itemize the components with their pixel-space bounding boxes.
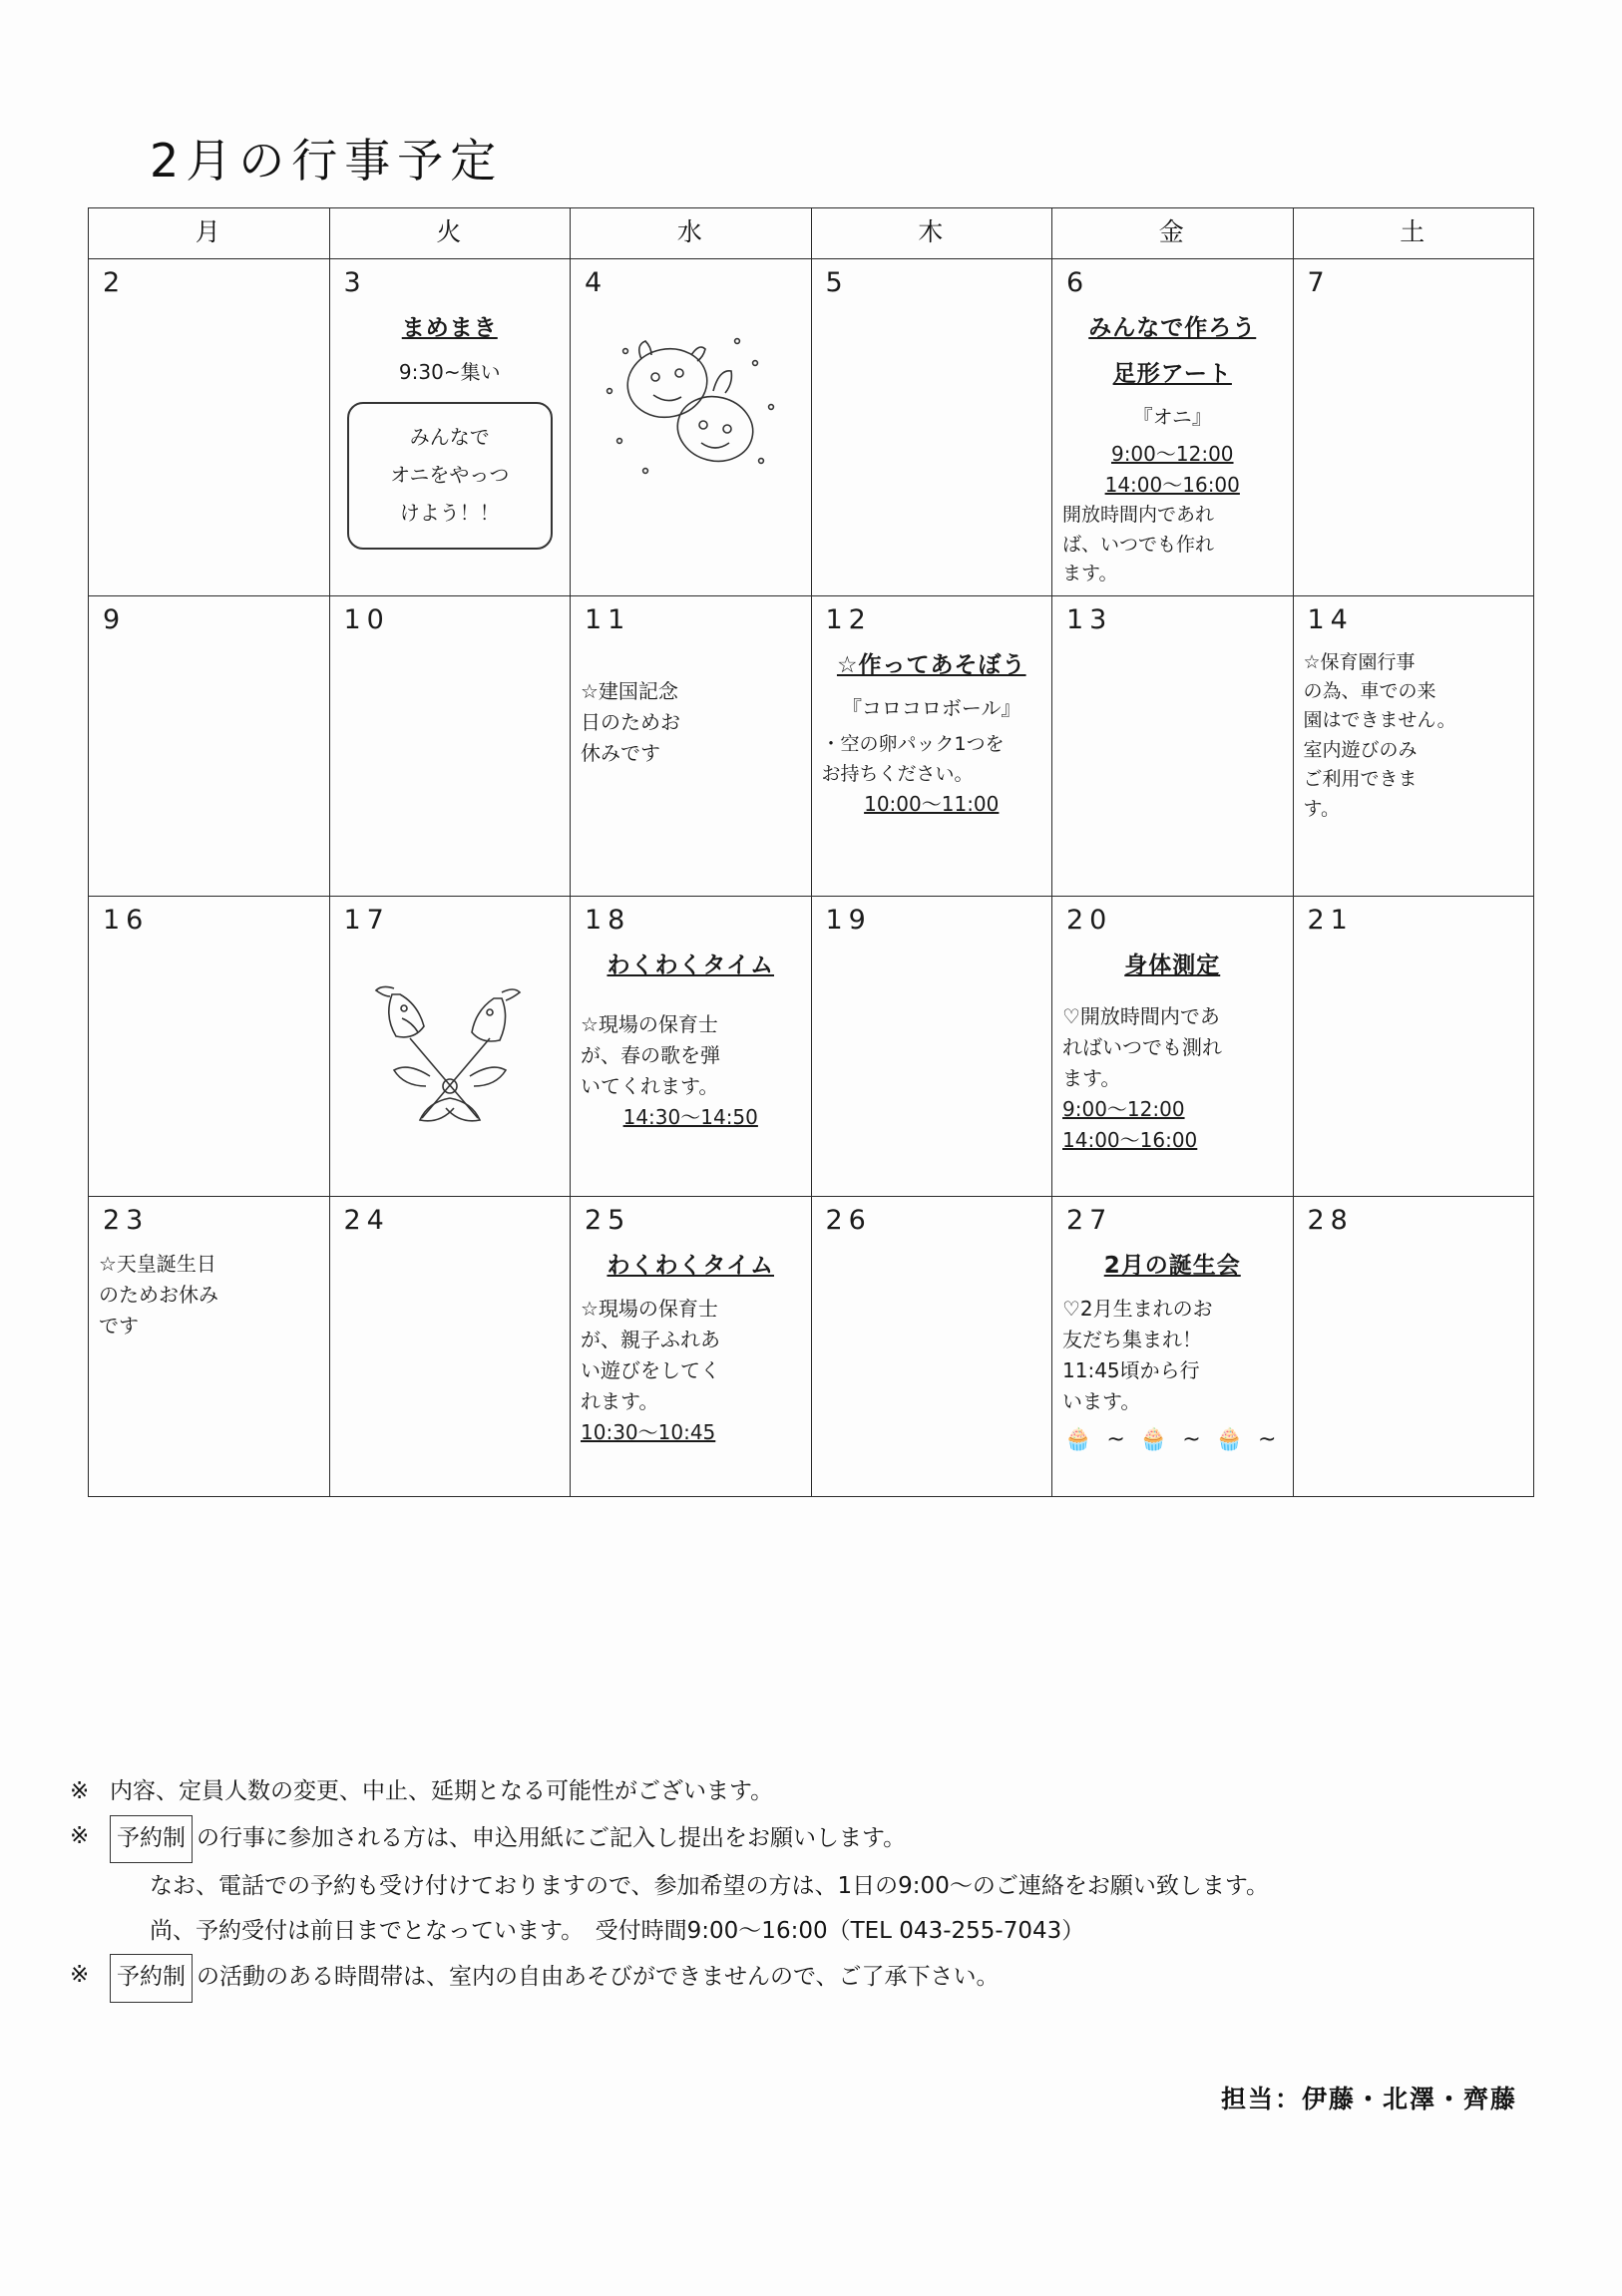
event-heading-2: 足形アート	[1112, 360, 1232, 387]
event-body-line: ればいつでも測れ	[1062, 1035, 1222, 1060]
footnote-row	[70, 1910, 1566, 1953]
weekday-header-sat: 土	[1293, 208, 1534, 259]
note-text	[110, 1954, 1566, 2003]
day-number: 4	[585, 267, 608, 298]
weekday-header-tue: 火	[329, 208, 571, 259]
calendar-cell	[1052, 1196, 1294, 1496]
day-number: 11	[585, 603, 631, 635]
calendar-cell	[329, 595, 571, 896]
calendar-week-row	[89, 595, 1534, 896]
event-heading: わくわくタイム	[607, 952, 775, 978]
event-body	[1062, 501, 1283, 588]
calendar-cell	[571, 896, 812, 1196]
event-heading: まめまき	[401, 315, 498, 341]
event-heading: 身体測定	[1124, 952, 1221, 978]
note-text: 尚、予約受付は前日までとなっています。 受付時間9:00～16:00（TEL 043-255-7043）	[150, 1917, 1085, 1944]
day-number: 12	[825, 603, 872, 635]
calendar-cell	[811, 1196, 1052, 1496]
calendar-cell	[329, 1196, 571, 1496]
day-number: 6	[1066, 267, 1090, 298]
event-body-line: ☆現場の保育士	[581, 1012, 718, 1037]
calendar-cell	[1293, 259, 1534, 596]
event-body	[581, 1294, 801, 1448]
calendar-week-row	[89, 259, 1534, 596]
footnote-row	[70, 1815, 1566, 1864]
event-body	[822, 730, 1042, 789]
event-body	[581, 1009, 801, 1102]
footnote-row	[70, 1954, 1566, 2003]
event-heading: みんなで作ろう	[1088, 315, 1257, 341]
footnote-row	[70, 1865, 1566, 1908]
event-body-line: が、春の歌を弾	[581, 1043, 720, 1068]
event-body-line: ♡開放時間内であ	[1062, 1004, 1220, 1029]
event-body-line: 友だち集まれ！	[1062, 1328, 1202, 1352]
event-body-line: れます。	[581, 1389, 659, 1414]
day-number: 13	[1066, 603, 1113, 635]
event-body-line: ます。	[1062, 1066, 1121, 1091]
day-number: 28	[1307, 1204, 1354, 1236]
day-number: 3	[343, 267, 367, 298]
event-line: 『コロコロボール』	[841, 696, 1021, 721]
calendar-cell	[571, 595, 812, 896]
staff-signature: 担当：伊藤・北澤・齊藤	[1220, 2085, 1517, 2113]
event-heading: ☆作ってあそぼう	[836, 651, 1026, 678]
day-number: 18	[585, 904, 631, 936]
event-time: 9:00～12:00	[1062, 1097, 1185, 1122]
calendar-cell	[329, 896, 571, 1196]
event-line: 『オニ』	[1132, 405, 1212, 430]
reservation-badge: 予約制	[110, 1815, 193, 1864]
callout-line: みんなで	[409, 424, 490, 449]
event-body-line: います。	[1062, 1389, 1141, 1414]
callout-line: オニをやっつ	[390, 462, 510, 487]
note-mark: ※	[70, 1778, 90, 1804]
day-number: 2	[103, 267, 127, 298]
event-time: 14:00～16:00	[1104, 473, 1240, 498]
cupcake-decoration-icon: 🧁 ~ 🧁 ~ 🧁 ~	[1064, 1427, 1281, 1453]
event-body-line: ☆現場の保育士	[581, 1297, 718, 1322]
calendar-cell	[1052, 896, 1294, 1196]
day-number: 24	[343, 1204, 390, 1236]
calendar-cell	[811, 259, 1052, 596]
day-number: 7	[1307, 267, 1331, 298]
event-body-line: す。	[1303, 797, 1340, 820]
event-body-line: 休みです	[581, 740, 660, 765]
day-number: 21	[1307, 904, 1354, 936]
weekday-header-thu: 木	[811, 208, 1052, 259]
note-text-body: の活動のある時間帯は、室内の自由あそびができませんので、ご了承下さい。	[197, 1964, 1000, 1991]
calendar-cell	[1293, 595, 1534, 896]
event-body-line: が、親子ふれあ	[581, 1328, 720, 1352]
event-body-line: の為、車での来	[1303, 680, 1436, 703]
calendar-cell	[1052, 595, 1294, 896]
event-heading: わくわくタイム	[607, 1252, 775, 1279]
event-content	[330, 259, 571, 556]
event-body	[581, 648, 801, 769]
calendar-week-row	[89, 896, 1534, 1196]
weekday-header-row	[89, 208, 1534, 259]
calendar-cell	[89, 595, 330, 896]
event-body-line: ます。	[1062, 563, 1118, 585]
callout-line: けよう！！	[399, 500, 500, 525]
event-body-line: ば、いつでも作れ	[1062, 533, 1215, 556]
calendar-cell	[811, 896, 1052, 1196]
event-time: 10:00～11:00	[864, 792, 1000, 817]
day-number: 19	[825, 904, 872, 936]
event-body-line: ☆保育園行事	[1303, 650, 1416, 673]
event-body-line: 日のためお	[581, 709, 680, 734]
event-body-line: いてくれます。	[581, 1074, 719, 1099]
event-body	[99, 1249, 319, 1341]
event-heading: 2月の誕生会	[1103, 1252, 1241, 1279]
day-number: 17	[343, 904, 390, 936]
calendar-cell	[1293, 1196, 1534, 1496]
event-content	[1052, 1197, 1293, 1464]
calendar-cell	[89, 259, 330, 596]
event-body-line: です	[99, 1313, 139, 1338]
event-body-line: のためお休み	[99, 1282, 218, 1307]
note-text: なお、電話での予約も受け付けておりますので、参加希望の方は、1日の9:00～のご連絡をお願い致します。	[150, 1873, 1269, 1900]
day-number: 5	[825, 267, 849, 298]
weekday-header-fri: 金	[1052, 208, 1294, 259]
weekday-header-mon: 月	[89, 208, 330, 259]
event-time: 14:00～16:00	[1062, 1128, 1198, 1153]
calendar-table	[88, 207, 1534, 1497]
event-callout-box	[347, 402, 553, 550]
calendar-cell	[1293, 896, 1534, 1196]
event-body-line: 室内遊びのみ	[1303, 738, 1418, 761]
event-body-line: ・空の卵パック1つを	[821, 733, 1005, 756]
weekday-header-wed: 水	[571, 208, 812, 259]
note-mark: ※	[70, 1822, 90, 1849]
note-text: 内容、定員人数の変更、中止、延期となる可能性がございます。	[110, 1778, 774, 1804]
day-number: 27	[1066, 1204, 1113, 1236]
reservation-badge: 予約制	[110, 1954, 193, 2003]
event-body-line: 開放時間内であれ	[1062, 504, 1215, 527]
event-time: 10:30～10:45	[581, 1420, 716, 1445]
event-content	[1052, 259, 1293, 595]
fish-decoration-icon	[350, 958, 550, 1148]
event-body-line: い遊びをしてく	[581, 1358, 720, 1383]
day-number: 26	[825, 1204, 872, 1236]
event-body-line: ♡2月生まれのお	[1062, 1297, 1213, 1322]
event-body	[1062, 1294, 1283, 1417]
event-body-line: ご利用できま	[1303, 768, 1418, 791]
event-body-line: ☆建国記念	[581, 678, 678, 703]
event-body	[1062, 1001, 1283, 1156]
event-time: 9:00～12:00	[1110, 442, 1234, 467]
calendar-cell	[811, 595, 1052, 896]
oni-masks-icon	[596, 321, 785, 501]
calendar-cell	[571, 1196, 812, 1496]
event-body	[1304, 648, 1524, 825]
calendar-cell	[571, 259, 812, 596]
footnotes	[70, 1770, 1566, 2005]
day-number: 14	[1307, 603, 1354, 635]
calendar-cell	[89, 896, 330, 1196]
calendar-cell	[329, 259, 571, 596]
event-body-line: お持ちください。	[821, 762, 974, 785]
day-number: 16	[103, 904, 150, 936]
calendar-cell	[89, 1196, 330, 1496]
event-time: 14:30～14:50	[622, 1105, 758, 1130]
page-title: 2月の行事予定	[150, 134, 504, 188]
event-content	[1052, 897, 1293, 1163]
calendar-cell	[1052, 259, 1294, 596]
day-number: 10	[343, 603, 390, 635]
event-body-line: 11:45頃から行	[1062, 1358, 1200, 1383]
event-line: 9:30~集い	[398, 359, 501, 384]
day-number: 25	[585, 1204, 631, 1236]
day-number: 9	[103, 603, 127, 635]
event-body-line: 園はできません。	[1303, 709, 1456, 732]
note-mark: ※	[70, 1962, 90, 1989]
calendar-week-row	[89, 1196, 1534, 1496]
day-number: 20	[1066, 904, 1113, 936]
note-text	[110, 1815, 1566, 1864]
day-number: 23	[103, 1204, 150, 1236]
event-body-line: ☆天皇誕生日	[99, 1251, 216, 1276]
note-text-body: の行事に参加される方は、申込用紙にご記入し提出をお願いします。	[197, 1824, 907, 1851]
footnote-row	[70, 1770, 1566, 1813]
